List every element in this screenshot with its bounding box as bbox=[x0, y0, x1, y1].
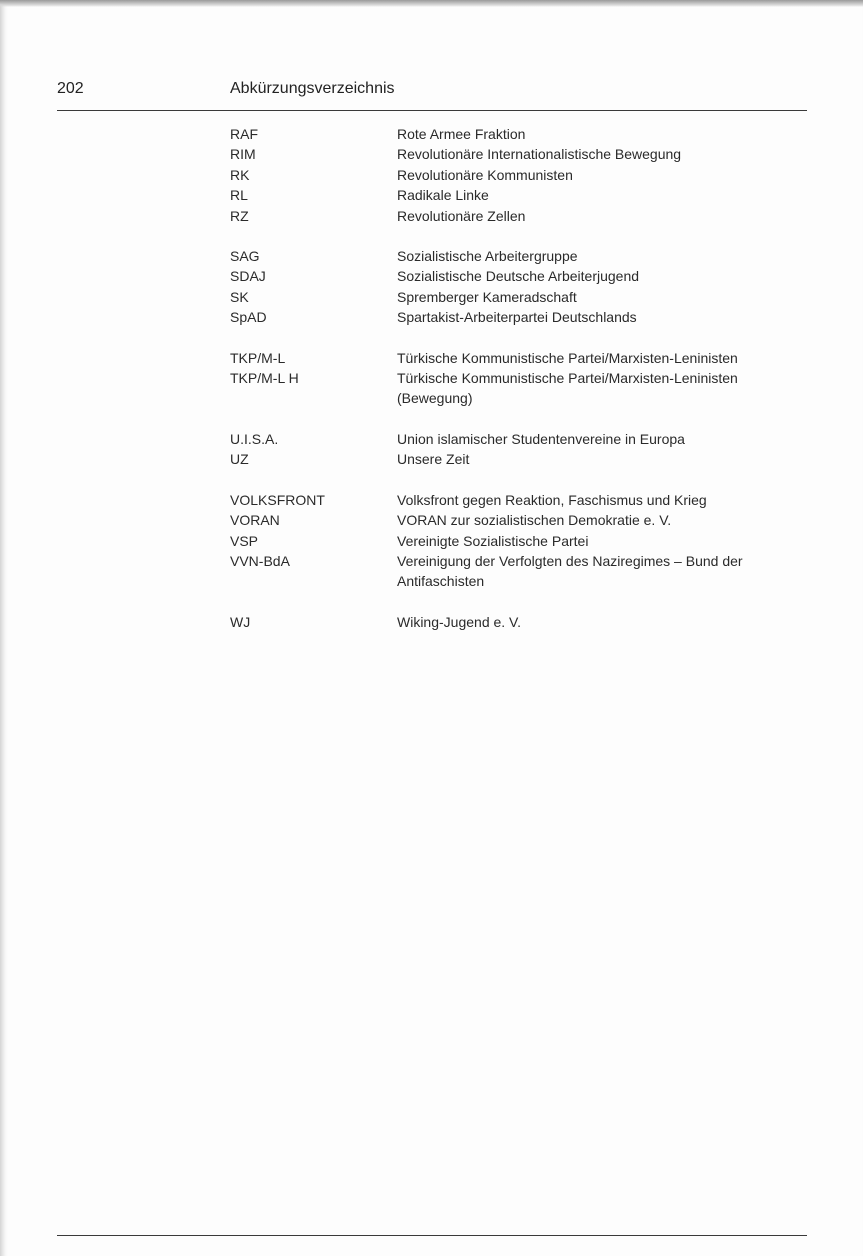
abbreviation-expansion: Revolutionäre Internationalistische Bewegung bbox=[397, 146, 682, 163]
abbreviation-group bbox=[230, 429, 790, 470]
abbreviation-entry bbox=[230, 144, 790, 164]
abbreviation-expansion: Sozialistische Deutsche Arbeiterjugend bbox=[397, 268, 640, 285]
abbreviation: VVN-BdA bbox=[230, 552, 290, 569]
header-rule bbox=[57, 110, 807, 111]
abbreviation: RL bbox=[230, 187, 248, 204]
abbreviation-expansion: Vereinigung der Verfolgten des Naziregimes – Bund der Antifaschisten bbox=[397, 552, 743, 590]
abbreviation-group bbox=[230, 612, 790, 632]
abbreviation-group bbox=[230, 124, 790, 226]
page-number: 202 bbox=[57, 80, 84, 97]
abbreviation: TKP/M-L H bbox=[230, 370, 299, 387]
abbreviation: RZ bbox=[230, 207, 249, 224]
abbreviation-entry bbox=[230, 307, 790, 327]
abbreviation: VORAN bbox=[230, 512, 280, 529]
abbreviation-entry bbox=[230, 246, 790, 266]
abbreviation: RIM bbox=[230, 146, 256, 163]
abbreviation-entry bbox=[230, 612, 790, 632]
abbreviation-expansion: Volksfront gegen Reaktion, Faschismus und Krieg bbox=[397, 491, 707, 508]
abbreviation-group bbox=[230, 348, 790, 409]
abbreviation-entry bbox=[230, 124, 790, 144]
abbreviation: SDAJ bbox=[230, 268, 266, 285]
abbreviation-expansion: Unsere Zeit bbox=[397, 451, 470, 468]
abbreviation-entry bbox=[230, 348, 790, 368]
page-header bbox=[57, 80, 807, 104]
abbreviation-expansion: Spremberger Kameradschaft bbox=[397, 288, 577, 305]
abbreviation-expansion: Revolutionäre Zellen bbox=[397, 207, 526, 224]
abbreviation-entry bbox=[230, 368, 790, 409]
abbreviation-expansion: Union islamischer Studentenvereine in Europa bbox=[397, 430, 685, 447]
abbreviation-entry bbox=[230, 510, 790, 530]
abbreviation: WJ bbox=[230, 613, 251, 630]
abbreviation-expansion: Wiking-Jugend e. V. bbox=[397, 613, 521, 630]
abbreviation: VOLKSFRONT bbox=[230, 491, 325, 508]
abbreviation-entry bbox=[230, 429, 790, 449]
abbreviation-entry bbox=[230, 206, 790, 226]
abbreviation: RK bbox=[230, 166, 250, 183]
abbreviation-list bbox=[230, 124, 790, 652]
abbreviation-entry bbox=[230, 165, 790, 185]
abbreviation-entry bbox=[230, 531, 790, 551]
abbreviation-entry bbox=[230, 266, 790, 286]
abbreviation-expansion: Türkische Kommunistische Partei/Marxisten-Leninisten bbox=[397, 349, 738, 366]
abbreviation: SpAD bbox=[230, 309, 267, 326]
abbreviation-entry bbox=[230, 551, 790, 592]
abbreviation-group bbox=[230, 246, 790, 328]
abbreviation-expansion: VORAN zur sozialistischen Demokratie e. V. bbox=[397, 512, 672, 529]
abbreviation-expansion: Rote Armee Fraktion bbox=[397, 126, 526, 142]
abbreviation-entry bbox=[230, 490, 790, 510]
abbreviation-expansion: Revolutionäre Kommunisten bbox=[397, 166, 573, 183]
abbreviation: TKP/M-L bbox=[230, 349, 286, 366]
abbreviation-group bbox=[230, 490, 790, 592]
footer-rule bbox=[57, 1235, 807, 1236]
abbreviation: UZ bbox=[230, 451, 249, 468]
abbreviation: SK bbox=[230, 288, 249, 305]
abbreviation: VSP bbox=[230, 532, 259, 549]
abbreviation-expansion: Türkische Kommunistische Partei/Marxisten-Leninisten (Bewegung) bbox=[397, 370, 738, 407]
abbreviation: RAF bbox=[230, 126, 258, 142]
abbreviation-expansion: Spartakist-Arbeiterpartei Deutschlands bbox=[397, 309, 637, 326]
abbreviation-expansion: Radikale Linke bbox=[397, 187, 489, 204]
abbreviation-entry bbox=[230, 449, 790, 469]
running-title: Abkürzungsverzeichnis bbox=[230, 80, 395, 97]
abbreviation-expansion: Vereinigte Sozialistische Partei bbox=[397, 532, 589, 549]
abbreviation-expansion: Sozialistische Arbeitergruppe bbox=[397, 248, 578, 265]
scan-top-edge bbox=[0, 0, 863, 7]
abbreviation-entry bbox=[230, 185, 790, 205]
abbreviation: SAG bbox=[230, 248, 260, 265]
abbreviation: U.I.S.A. bbox=[230, 430, 279, 447]
abbreviation-entry bbox=[230, 287, 790, 307]
